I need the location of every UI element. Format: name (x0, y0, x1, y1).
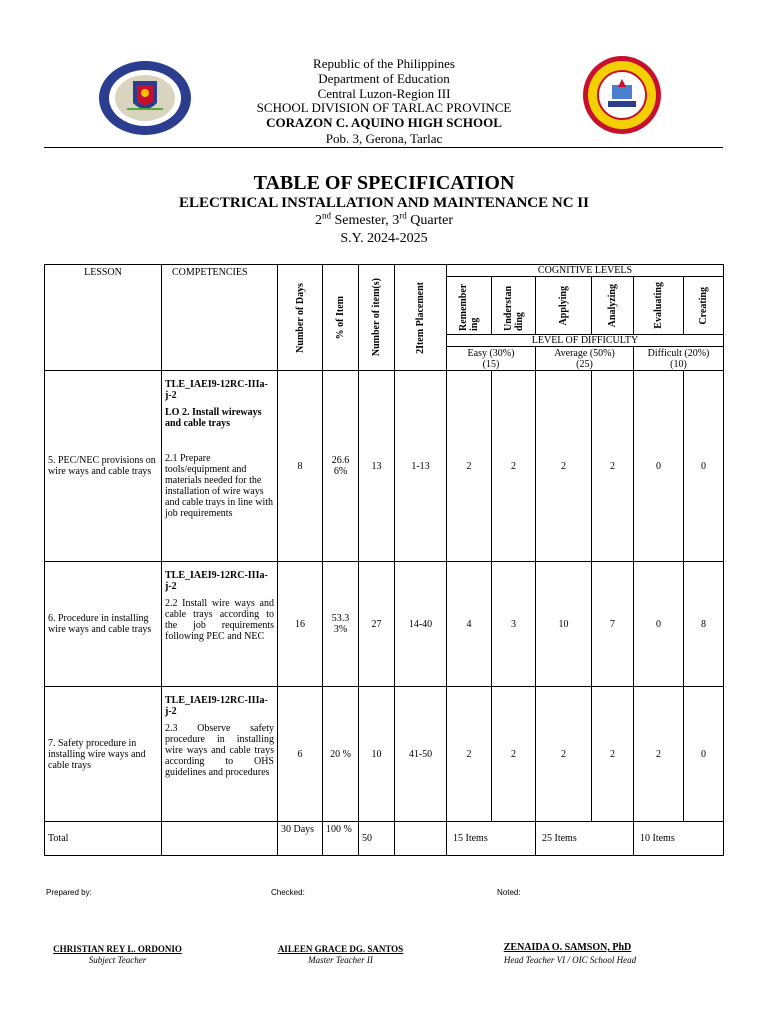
creating-header: Creating (684, 277, 724, 335)
creating-cell: 8 (684, 562, 724, 687)
subject-title: ELECTRICAL INSTALLATION AND MAINTENANCE NC II (179, 195, 589, 211)
competency-text: 2.3 Observe safety procedure in installing wire ways and cable trays according to OHS guidelines and procedures (165, 723, 274, 778)
placement-cell: 14-40 (395, 562, 447, 687)
total-difficult-cell: 10 Items (634, 822, 724, 856)
prepared-label: Prepared by: (46, 888, 92, 897)
average-header: Average (50%) (25) (536, 347, 634, 371)
total-average-cell: 25 Items (536, 822, 634, 856)
table-row (45, 371, 724, 562)
analyzing-cell: 7 (592, 562, 634, 687)
competencies-header: COMPETENCIES (162, 265, 278, 371)
noted-label: Noted: (497, 888, 521, 897)
understanding-header: Understan ding (492, 277, 536, 335)
checked-name: AILEEN GRACE DG. SANTOS (277, 944, 404, 954)
total-row (45, 822, 724, 856)
creating-cell: 0 (684, 371, 724, 562)
checked-label: Checked: (271, 888, 305, 897)
remembering-header: Remember ing (447, 277, 492, 335)
days-header: Number of Days (278, 265, 323, 371)
noted-name: ZENAIDA O. SAMSON, PhD (503, 942, 632, 953)
understanding-cell: 3 (492, 562, 536, 687)
remembering-cell: 4 (447, 562, 492, 687)
learning-outcome: LO 2. Install wireways and cable trays (165, 407, 262, 429)
lesson-header: LESSON (45, 265, 162, 371)
evaluating-cell: 0 (634, 562, 684, 687)
evaluating-cell: 0 (634, 371, 684, 562)
school-address: Pob. 3, Gerona, Tarlac (325, 131, 443, 146)
region-line: Central Luzon-Region III (317, 86, 451, 101)
department-line: Department of Education (318, 71, 450, 86)
lesson-cell: 7. Safety procedure in installing wire ways and cable trays (45, 687, 162, 822)
competency-cell (162, 371, 278, 562)
competency-cell (162, 687, 278, 822)
lesson-cell: 6. Procedure in installing wire ways and cable trays (45, 562, 162, 687)
understanding-cell: 2 (492, 687, 536, 822)
days-cell: 6 (278, 687, 323, 822)
pct-cell: 53.3 3% (323, 562, 359, 687)
cognitive-levels-header: COGNITIVE LEVELS (447, 265, 724, 277)
table-row (45, 687, 724, 822)
checked-role: Master Teacher II (308, 955, 373, 965)
analyzing-cell: 2 (592, 687, 634, 822)
school-year: S.Y. 2024-2025 (340, 231, 428, 246)
items-cell: 13 (359, 371, 395, 562)
total-placement-cell (395, 822, 447, 856)
pct-cell: 20 % (323, 687, 359, 822)
header-divider (44, 147, 723, 148)
table-row (45, 562, 724, 687)
difficulty-header: LEVEL OF DIFFICULTY (447, 335, 724, 347)
days-cell: 8 (278, 371, 323, 562)
applying-cell: 2 (536, 371, 592, 562)
difficult-header: Difficult (20%) (10) (634, 347, 724, 371)
easy-header: Easy (30%) (15) (447, 347, 536, 371)
placement-cell: 1-13 (395, 371, 447, 562)
total-pct-cell: 100 % (323, 822, 359, 856)
republic-line: Republic of the Philippines (313, 56, 455, 71)
total-days-cell: 30 Days (278, 822, 323, 856)
specification-table (44, 264, 724, 856)
competency-code: TLE_IAEI9-12RC-IIIa-j-2 (165, 695, 268, 717)
items-header: Number of item(s) (359, 265, 395, 371)
lesson-cell: 5. PEC/NEC provisions on wire ways and cable trays (45, 371, 162, 562)
competency-text: 2.2 Install wire ways and cable trays according to the job requirements following PEC and NEC (165, 598, 274, 642)
competency-cell (162, 562, 278, 687)
applying-cell: 10 (536, 562, 592, 687)
competency-text: 2.1 Prepare tools/equipment and materials needed for the installation of wire ways and cable trays in line with job requirements (165, 453, 274, 519)
evaluating-cell: 2 (634, 687, 684, 822)
total-label: Total (45, 822, 162, 856)
noted-role: Head Teacher VI / OIC School Head (503, 955, 637, 965)
analyzing-header: Analyzing (592, 277, 634, 335)
remembering-cell: 2 (447, 371, 492, 562)
competency-code: TLE_IAEI9-12RC-IIIa-j-2 (165, 379, 268, 401)
pct-cell: 26.6 6% (323, 371, 359, 562)
semester-quarter: 2nd Semester, 3rd Quarter (314, 210, 454, 228)
placement-cell: 41-50 (395, 687, 447, 822)
division-line: SCHOOL DIVISION OF TARLAC PROVINCE (256, 100, 512, 115)
document-title: TABLE OF SPECIFICATION (253, 172, 515, 194)
competency-code: TLE_IAEI9-12RC-IIIa-j-2 (165, 570, 268, 592)
analyzing-cell: 2 (592, 371, 634, 562)
pct-header: % of Item (323, 265, 359, 371)
school-name: CORAZON C. AQUINO HIGH SCHOOL (266, 115, 502, 130)
prepared-name: CHRISTIAN REY L. ORDONIO (53, 944, 182, 954)
understanding-cell: 2 (492, 371, 536, 562)
items-cell: 27 (359, 562, 395, 687)
applying-cell: 2 (536, 687, 592, 822)
prepared-role: Subject Teacher (88, 955, 147, 965)
creating-cell: 0 (684, 687, 724, 822)
evaluating-header: Evaluating (634, 277, 684, 335)
items-cell: 10 (359, 687, 395, 822)
days-cell: 16 (278, 562, 323, 687)
total-easy-cell: 15 Items (447, 822, 536, 856)
total-competencies-cell (162, 822, 278, 856)
total-items-cell: 50 (359, 822, 395, 856)
placement-header: 2Item Placement (395, 265, 447, 371)
applying-header: Applying (536, 277, 592, 335)
remembering-cell: 2 (447, 687, 492, 822)
